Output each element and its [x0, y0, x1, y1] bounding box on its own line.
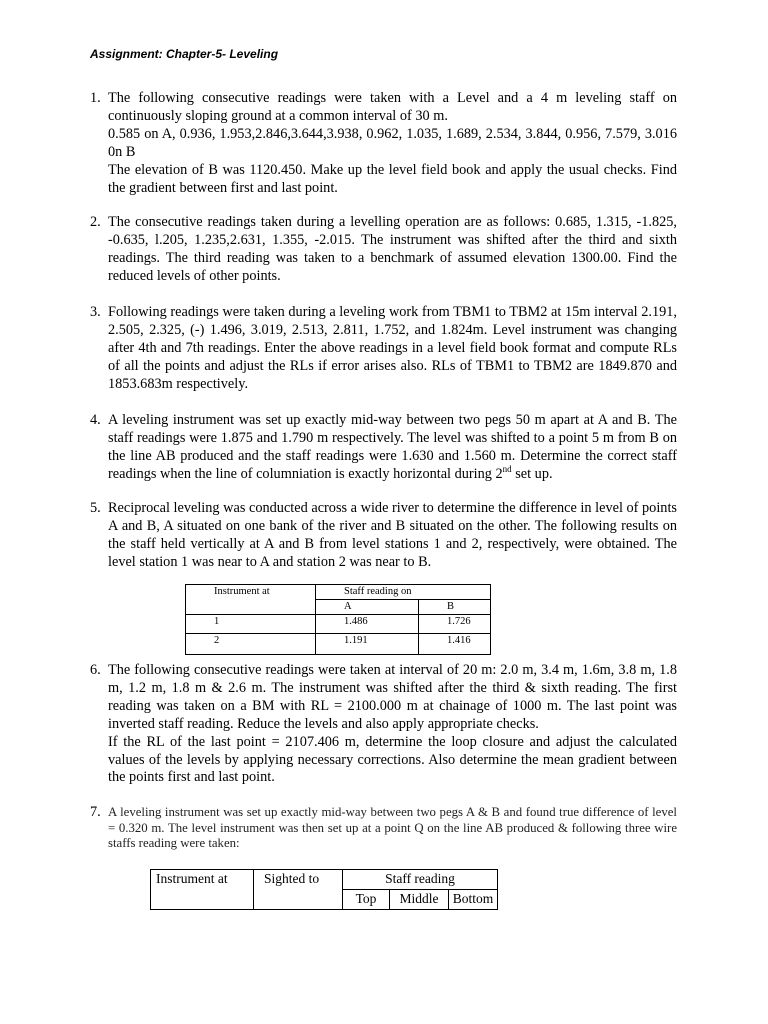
table-header-cell: A [316, 600, 419, 615]
question-number: 1. [90, 90, 101, 106]
table-header-cell: Bottom [449, 890, 498, 910]
reciprocal-leveling-table [185, 584, 491, 655]
question-text: The elevation of B was 1120.450. Make up the level field book and apply the usual checks. Find the gradient between first and last point. [108, 161, 677, 196]
table-cell: 1.191 [316, 634, 419, 655]
question-5 [90, 500, 677, 572]
document-title: Assignment: Chapter-5- Leveling [90, 47, 279, 61]
question-number: 7. [90, 804, 101, 820]
question-6 [90, 662, 677, 787]
table-row [186, 634, 491, 655]
table-cell: 2 [186, 634, 316, 655]
question-text: Reciprocal leveling was conducted across a wide river to determine the difference in level of points A and B, A situated on one bank of the river and B situated on the other. The following results on the staff held vertically at A and B from level stations 1 and 2, respectively, were obtained. The level station 1 was near to A and station 2 was near to B. [108, 500, 677, 570]
table-row [186, 615, 491, 634]
table-header-cell: B [419, 600, 491, 615]
table-cell: 1.416 [419, 634, 491, 655]
question-number: 6. [90, 662, 101, 678]
question-number: 5. [90, 500, 101, 516]
question-number: 2. [90, 214, 101, 230]
table-cell [186, 600, 316, 615]
table-header-cell: Instrument at [186, 585, 316, 600]
table-cell: 1.726 [419, 615, 491, 634]
table-header-cell: Sighted to [254, 870, 343, 910]
question-text: The following consecutive readings were taken at interval of 20 m: 2.0 m, 3.4 m, 1.6m, 3.8 m, 1.8 m, 1.2 m, 1.8 m & 2.6 m. The instrument was shifted after the third & sixth reading. The first reading was taken on a BM with RL = 2100.000 m at chainage of 1000 m. The last point was inverted staff reading. Reduce the levels and also apply appropriate checks. [108, 662, 677, 732]
question-text: The following consecutive readings were taken with a Level and a 4 m leveling staff on continuously sloping ground at a common interval of 30 m. [108, 90, 677, 124]
question-text: A leveling instrument was set up exactly mid-way between two pegs A & B and found true difference of level = 0.320 m. The level instrument was then set up at a point Q on the line AB produced & following three wire staffs reading were taken: [108, 805, 677, 851]
question-number: 4. [90, 412, 101, 428]
question-1 [90, 90, 677, 197]
table-header-cell: Staff reading on [316, 585, 491, 600]
question-text: If the RL of the last point = 2107.406 m, determine the loop closure and adjust the calculated values of the levels by applying necessary corrections. Also determine the mean gradient between the points first and last point. [108, 733, 677, 786]
table-cell: 1 [186, 615, 316, 634]
table-header-cell: Instrument at [151, 870, 254, 910]
question-2 [90, 214, 677, 286]
question-4 [90, 412, 677, 484]
table-header-cell: Staff reading [343, 870, 498, 890]
question-3 [90, 304, 677, 394]
superscript: nd [502, 463, 512, 474]
question-text: Following readings were taken during a leveling work from TBM1 to TBM2 at 15m interval 2.191, 2.505, 2.325, (-) 1.496, 3.019, 2.513, 2.811, 1.752, and 1.824m. Level instrument was changing after 4th and 7th readings. Enter the above readings in a level field book format and compute RLs of all the points and adjust the RLs if error arises also. RLs of TBM1 to TBM2 are 1849.870 and 1853.683m respectively. [108, 304, 677, 392]
table-header-cell: Top [343, 890, 390, 910]
table-cell: 1.486 [316, 615, 419, 634]
three-wire-staff-table [150, 869, 498, 910]
question-text: 0.585 on A, 0.936, 1.953,2.846,3.644,3.938, 0.962, 1.035, 1.689, 2.534, 3.844, 0.956, 7.579, 3.016 0n B [108, 125, 677, 160]
table-header-cell: Middle [390, 890, 449, 910]
question-text: The consecutive readings taken during a levelling operation are as follows: 0.685, 1.315, -1.825, -0.635, l.205, 1.235,2.631, 1.355, -2.015. The instrument was shifted after the third and sixth readings. The third reading was taken to a benchmark of assumed elevation 1300.00. Find the reduced levels of other points. [108, 214, 677, 284]
question-text: A leveling instrument was set up exactly mid-way between two pegs 50 m apart at A and B. The staff readings were 1.875 and 1.790 m respectively. The level was shifted to a point 5 m from B on the line AB produced and the staff readings were 1.630 and 1.560 m. Determine the correct staff readings when the line of columniation is exactly horizontal during 2nd set up. [108, 412, 677, 482]
question-number: 3. [90, 304, 101, 320]
question-7 [90, 805, 677, 852]
